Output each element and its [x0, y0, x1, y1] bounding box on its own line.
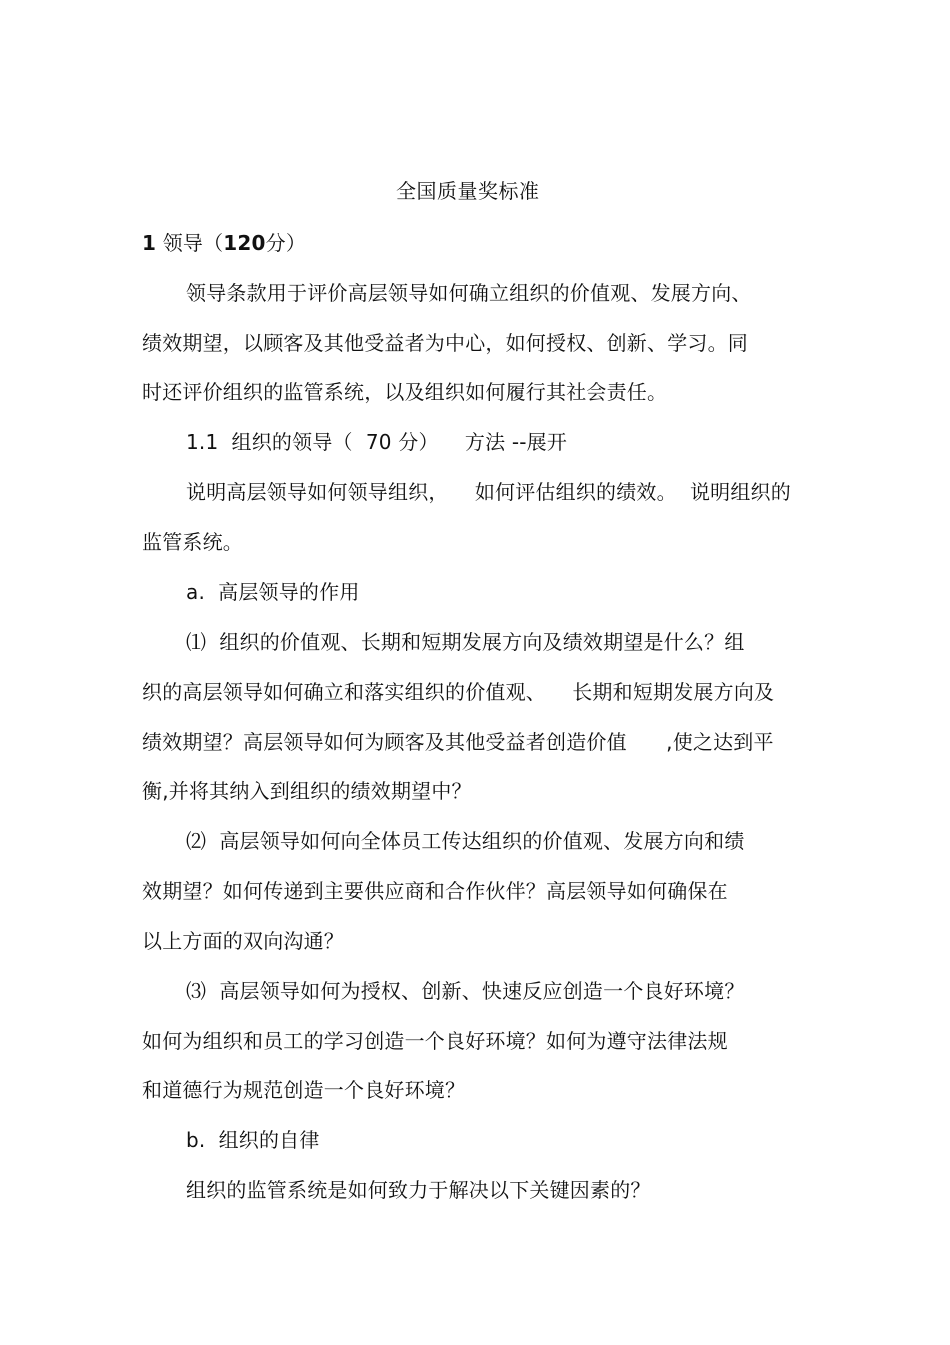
paragraph-line: 绩效期望，以顾客及其他受益者为中心，如何授权、创新、学习。同	[142, 331, 748, 355]
paragraph-line: 领导条款用于评价高层领导如何确立组织的价值观、发展方向、	[186, 281, 752, 305]
paragraph-line: 以上方面的双向沟通？	[142, 929, 344, 953]
section-number: 1	[142, 231, 157, 255]
section-title: 领导（	[162, 231, 224, 255]
paragraph-line: ⑴ 组织的价值观、长期和短期发展方向及绩效期望是什么？组	[186, 630, 745, 654]
section-heading	[142, 231, 306, 255]
paragraph-line: 说明高层领导如何领导组织， 如何评估组织的绩效。 说明组织的	[186, 480, 791, 504]
item-heading: b. 组织的自律	[186, 1128, 320, 1152]
subsection-heading: 1.1 组织的领导（ 70 分） 方法 --展开	[186, 430, 568, 454]
paragraph-line: 效期望？如何传递到主要供应商和合作伙伴？高层领导如何确保在	[142, 879, 728, 903]
paragraph-line: 时还评价组织的监管系统，以及组织如何履行其社会责任。	[142, 380, 668, 404]
paragraph-line: 组织的监管系统是如何致力于解决以下关键因素的？	[186, 1178, 651, 1202]
paragraph-line: 织的高层领导如何确立和落实组织的价值观、 长期和短期发展方向及	[142, 680, 775, 704]
item-heading: a. 高层领导的作用	[186, 580, 360, 604]
paragraph-line: 如何为组织和员工的学习创造一个良好环境？如何为遵守法律法规	[142, 1029, 728, 1053]
paragraph-line: ⑶ 高层领导如何为授权、创新、快速反应创造一个良好环境？	[186, 979, 745, 1003]
section-points-suffix: 分）	[265, 231, 307, 255]
paragraph-line: 衡,并将其纳入到组织的绩效期望中？	[142, 779, 472, 803]
paragraph-line: 监管系统。	[142, 530, 243, 554]
section-points: 120	[223, 231, 266, 255]
paragraph-line: 和道德行为规范创造一个良好环境？	[142, 1078, 466, 1102]
paragraph-line: 绩效期望？高层领导如何为顾客及其他受益者创造价值 ,使之达到平	[142, 730, 774, 754]
paragraph-line: ⑵ 高层领导如何向全体员工传达组织的价值观、发展方向和绩	[186, 829, 745, 853]
document-title: 全国质量奖标准	[396, 179, 540, 203]
